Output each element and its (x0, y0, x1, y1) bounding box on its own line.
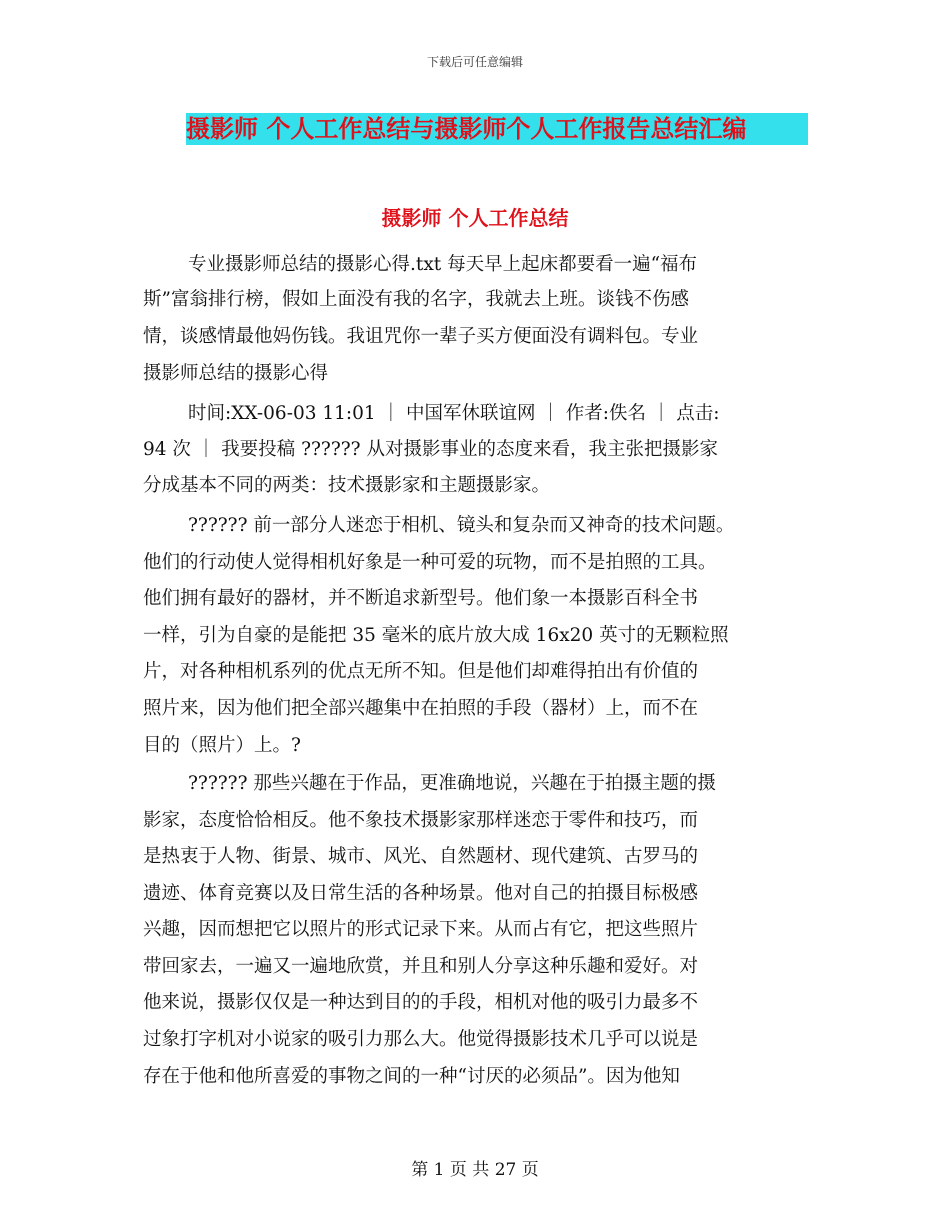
text-line: 分成基本不同的两类：技术摄影家和主题摄影家。 (143, 475, 551, 496)
text-line: 他来说，摄影仅仅是一种达到目的的手段，相机对他的吸引力最多不 (143, 992, 699, 1013)
text-line: 94 次 ｜ 我要投稿 ?????? 从对摄影事业的态度来看，我主张把摄影家 (143, 439, 718, 460)
text-line: ?????? 前一部分人迷恋于相机、镜头和复杂而又神奇的技术问题。 (188, 515, 735, 536)
text-line: 带回家去，一遍又一遍地欣赏，并且和别人分享这种乐趣和爱好。对 (143, 956, 699, 977)
text-line: 是热衷于人物、街景、城市、风光、自然题材、现代建筑、古罗马的 (143, 846, 699, 867)
page-footer: 第 1 页 共 27 页 (411, 1160, 539, 1180)
text-line: 影家，态度恰恰相反。他不象技术摄影家那样迷恋于零件和技巧，而 (143, 810, 699, 831)
text-line: 遗迹、体育竞赛以及日常生活的各种场景。他对自己的拍摄目标极感 (143, 883, 699, 904)
text-line: 情，谈感情最他妈伤钱。我诅咒你一辈子买方便面没有调料包。专业 (143, 326, 699, 347)
text-line: 照片来，因为他们把全部兴趣集中在拍照的手段（器材）上，而不在 (143, 698, 699, 719)
document-title: 摄影师 个人工作总结与摄影师个人工作报告总结汇编 (186, 113, 808, 145)
text-line: 斯”富翁排行榜，假如上面没有我的名字，我就去上班。谈钱不伤感 (143, 289, 689, 310)
text-line: 摄影师总结的摄影心得 (143, 363, 329, 384)
text-line: 他们拥有最好的器材，并不断追求新型号。他们象一本摄影百科全书 (143, 588, 699, 609)
text-line: 他们的行动使人觉得相机好象是一种可爱的玩物，而不是拍照的工具。 (143, 552, 717, 573)
text-line: 兴趣，因而想把它以照片的形式记录下来。从而占有它，把这些照片 (143, 919, 699, 940)
text-line: 目的（照片）上。? (143, 735, 301, 756)
section-title: 摄影师 个人工作总结 (381, 206, 569, 230)
text-line: 时间:XX-06-03 11:01 ｜ 中国军休联谊网 ｜ 作者:佚名 ｜ 点击: (188, 403, 720, 424)
text-line: 一样，引为自豪的是能把 35 毫米的底片放大成 16x20 英寸的无颗粒照 (143, 625, 729, 646)
text-line: 专业摄影师总结的摄影心得.txt 每天早上起床都要看一遍“福布 (188, 254, 698, 275)
text-line: 过象打字机对小说家的吸引力那么大。他觉得摄影技术几乎可以说是 (143, 1029, 699, 1050)
text-line: 存在于他和他所喜爱的事物之间的一种“讨厌的必须品”。因为他知 (143, 1066, 680, 1087)
text-line: 片，对各种相机系列的优点无所不知。但是他们却难得拍出有价值的 (143, 661, 699, 682)
header-note: 下载后可任意编辑 (426, 55, 523, 69)
text-line: ?????? 那些兴趣在于作品，更准确地说，兴趣在于拍摄主题的摄 (188, 773, 716, 794)
